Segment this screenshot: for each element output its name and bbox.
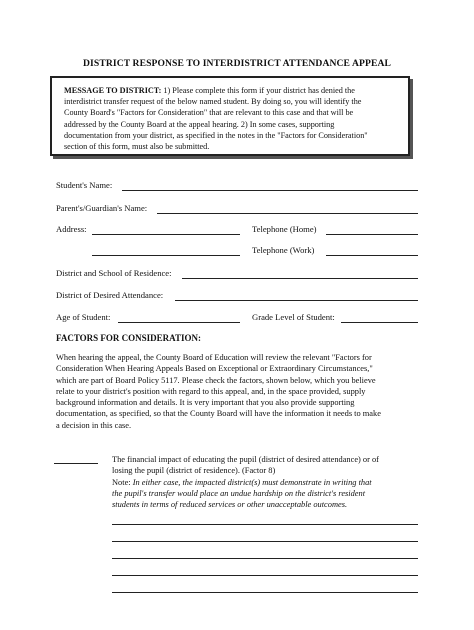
grade-label: Grade Level of Student: (252, 312, 335, 322)
factor8-note-label: Note: (112, 477, 131, 487)
age-line[interactable] (118, 322, 240, 323)
telephone-home-line[interactable] (326, 234, 418, 235)
message-line-2: County Board's "Factors for Consideration" that are relevant to this case and that will be (64, 108, 354, 118)
telephone-work-line[interactable] (326, 255, 418, 256)
student-name-line[interactable] (122, 190, 418, 191)
message-box (50, 76, 410, 156)
grade-line[interactable] (341, 322, 418, 323)
telephone-home-label: Telephone (Home) (252, 224, 317, 234)
address-label: Address: (56, 224, 87, 234)
message-line-5: section of this form, must also be submitted. (64, 142, 210, 152)
message-line-3: addressed by the County Board at the appeal hearing. 2) In some cases, supporting (64, 119, 335, 129)
telephone-work-label: Telephone (Work) (252, 245, 315, 255)
factor8-response-line-2[interactable] (112, 541, 418, 542)
form-title: DISTRICT RESPONSE TO INTERDISTRICT ATTENDANCE APPEAL (83, 58, 391, 69)
factor8-response-line-3[interactable] (112, 558, 418, 559)
message-heading: MESSAGE TO DISTRICT: (64, 86, 162, 95)
district-residence-line[interactable] (182, 278, 418, 279)
factor8-response-line-4[interactable] (112, 575, 418, 576)
parent-name-line[interactable] (157, 213, 418, 214)
message-line-0: MESSAGE TO DISTRICT: 1) Please complete this form if your district has denied the (64, 86, 355, 95)
district-residence-label: District and School of Residence: (56, 268, 172, 278)
factor8-response-line-5[interactable] (112, 592, 418, 593)
address-line-1[interactable] (92, 234, 240, 235)
district-desired-label: District of Desired Attendance: (56, 290, 164, 300)
message-line-1: interdistrict transfer request of the below named student. By doing so, you will identify the (64, 97, 362, 107)
district-desired-line[interactable] (175, 300, 418, 301)
age-label: Age of Student: (56, 312, 111, 322)
message-line-4: documentation from your district, as specified in the notes in the "Factors for Consideration" (64, 130, 368, 140)
factors-heading: FACTORS FOR CONSIDERATION: (56, 333, 202, 343)
student-name-label: Student's Name: (56, 180, 113, 190)
address-line-2[interactable] (92, 255, 240, 256)
factor8-text: The financial impact of educating the pupil (district of desired attendance) or of losing the pupil (district of residence). (Factor 8) Note: In either case, the impacted district(s) must demonstrate in writing that the pupil's transfer would place an undue hardship on the district's resident students in terms of reduced services or other unacceptable outcomes. (112, 455, 379, 510)
factor8-checkbox-line[interactable] (54, 463, 98, 464)
factors-intro: When hearing the appeal, the County Board of Education will review the relevant "Factors for Consideration When Hearing Appeals Based on Exceptional or Extraordinary Circumstances," which are part of Board Policy 5117. Please check the factors, shown below, which you believe relate to your district's position with regard to this appeal, and, in the space provided, supply background information and details. It is very important that you also provide supporting documentation, as specified, so that the County Board will have the information it needs to make a decision in this case. (56, 353, 381, 430)
factor8-response-line-1[interactable] (112, 524, 418, 525)
parent-name-label: Parent's/Guardian's Name: (56, 203, 148, 213)
